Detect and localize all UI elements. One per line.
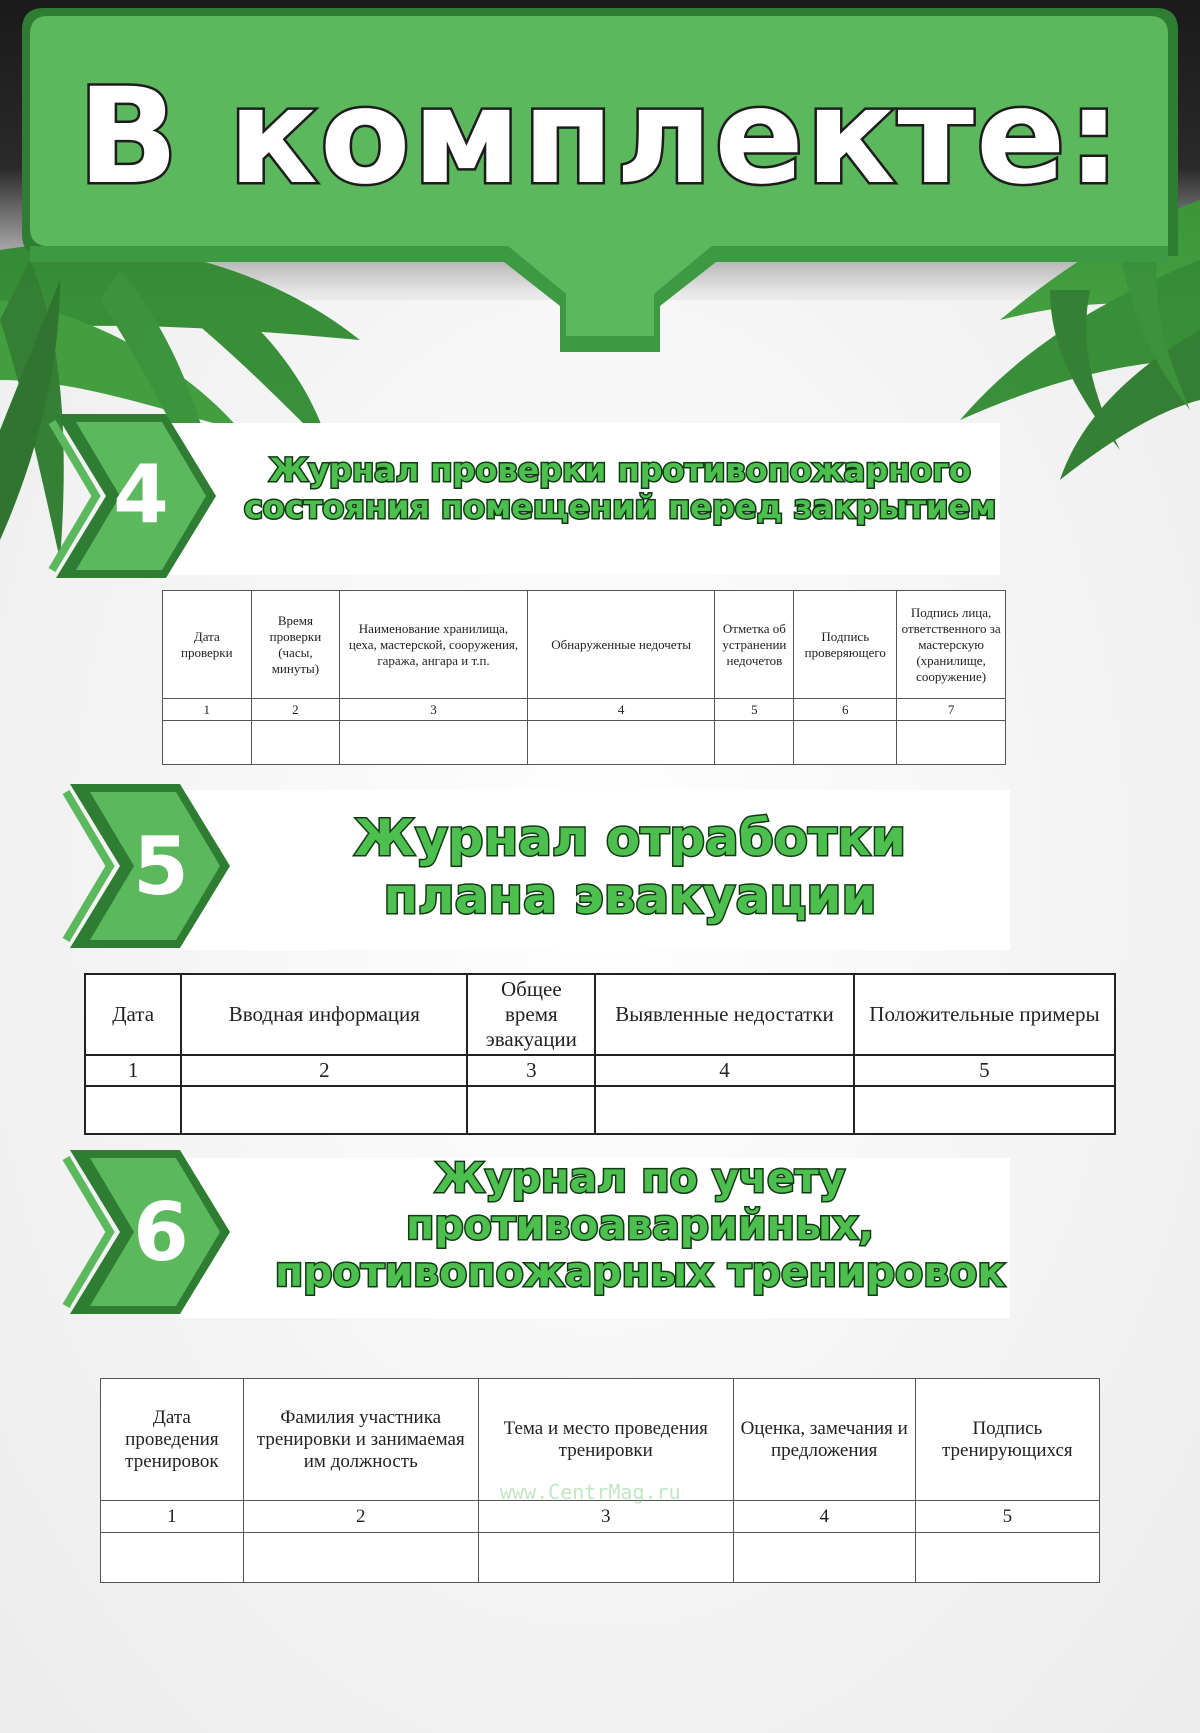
- section-4-title: [200, 452, 1040, 526]
- header-cell: Дата проведения тренировок: [101, 1379, 244, 1501]
- header-cell: Фамилия участника тренировки и занимаемая им должность: [243, 1379, 478, 1501]
- number-cell: 4: [595, 1055, 854, 1086]
- banner-title: В комплекте:: [77, 60, 1123, 214]
- header-cell: Оценка, замечания и предложения: [733, 1379, 915, 1501]
- header-cell: Подпись лица, ответственного за мастерскую (хранилище, сооружение): [897, 591, 1006, 699]
- header-cell: Отметка об устранении недочетов: [715, 591, 794, 699]
- header-cell: Обнаруженные недочеты: [527, 591, 715, 699]
- table-empty-row: [85, 1086, 1115, 1134]
- section-4-table: [162, 590, 1006, 765]
- number-cell: 3: [478, 1501, 733, 1533]
- section-6-number: 6: [133, 1186, 189, 1279]
- number-cell: 2: [181, 1055, 467, 1086]
- header-cell: Подпись проверяющего: [794, 591, 897, 699]
- section-5-table: [84, 973, 1116, 1135]
- header-cell: Дата: [85, 974, 181, 1055]
- section-6-title: [220, 1155, 1060, 1296]
- header-cell: Положительные примеры: [854, 974, 1115, 1055]
- header-cell: Общее время эвакуации: [467, 974, 595, 1055]
- table-number-row: [163, 699, 1006, 721]
- header-cell: Наименование хранилища, цеха, мастерской, сооружения, гаража, ангара и т.п.: [340, 591, 528, 699]
- watermark: www.CentrMag.ru: [500, 1480, 681, 1504]
- section-4-number: 4: [113, 448, 169, 541]
- number-cell: 2: [251, 699, 340, 721]
- section-6-title-line-3: противопожарных тренировок: [274, 1248, 1006, 1297]
- section-5-title-line-2: плана эвакуации: [383, 866, 877, 925]
- table-number-row: [85, 1055, 1115, 1086]
- number-cell: 7: [897, 699, 1006, 721]
- number-cell: 5: [854, 1055, 1115, 1086]
- header-cell: Подпись тренирующихся: [915, 1379, 1099, 1501]
- number-cell: 4: [527, 699, 715, 721]
- section-5-number: 5: [133, 820, 189, 913]
- table-empty-row: [101, 1533, 1100, 1583]
- number-cell: 4: [733, 1501, 915, 1533]
- table-empty-row: [163, 721, 1006, 765]
- number-cell: 1: [101, 1501, 244, 1533]
- header-cell: Тема и место проведения тренировки: [478, 1379, 733, 1501]
- number-cell: 1: [163, 699, 252, 721]
- section-5-title: [220, 810, 1040, 925]
- header-cell: Дата проверки: [163, 591, 252, 699]
- table-header-row: [163, 591, 1006, 699]
- table-header-row: [85, 974, 1115, 1055]
- header-cell: Вводная информация: [181, 974, 467, 1055]
- section-4-title-line-2: состояния помещений перед закрытием: [243, 487, 997, 526]
- section-6-title-line-2: противоаварийных,: [406, 1201, 874, 1250]
- number-cell: 6: [794, 699, 897, 721]
- header-cell: Время проверки (часы, минуты): [251, 591, 340, 699]
- section-4-title-line-1: Журнал проверки противопожарного: [269, 451, 971, 489]
- number-cell: 1: [85, 1055, 181, 1086]
- number-cell: 5: [715, 699, 794, 721]
- header-cell: Выявленные недостатки: [595, 974, 854, 1055]
- number-cell: 3: [340, 699, 528, 721]
- table-number-row: [101, 1501, 1100, 1533]
- number-cell: 3: [467, 1055, 595, 1086]
- section-5-title-line-1: Журнал отработки: [354, 809, 906, 867]
- section-6-title-line-1: Журнал по учету: [434, 1154, 846, 1202]
- number-cell: 5: [915, 1501, 1099, 1533]
- number-cell: 2: [243, 1501, 478, 1533]
